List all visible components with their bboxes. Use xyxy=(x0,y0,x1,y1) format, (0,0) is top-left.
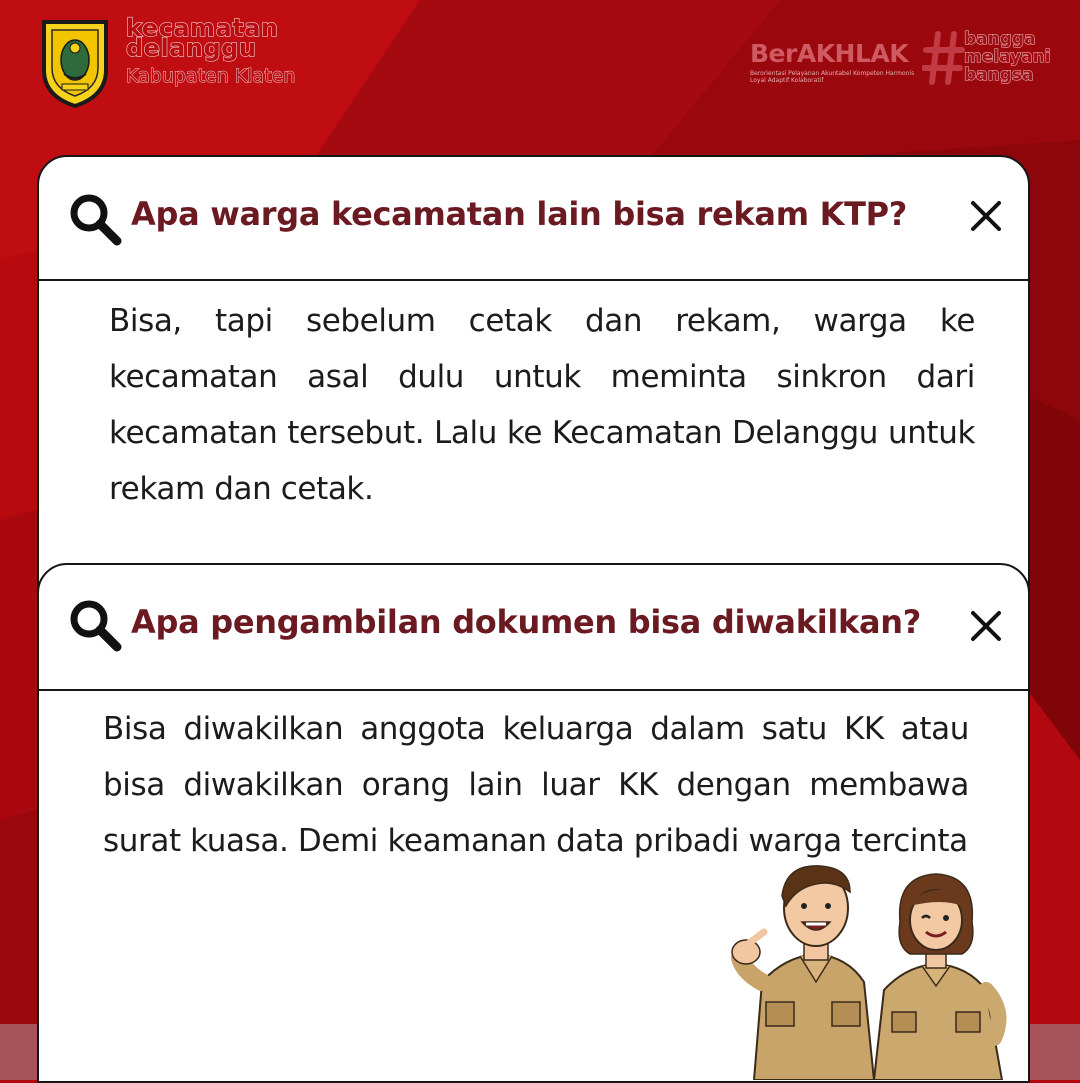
faq-answer: Bisa, tapi sebelum cetak dan rekam, warga ke kecamatan asal dulu untuk meminta sinkron dari kecamatan tersebut. Lalu ke Kecamatan Delanggu untuk rekam dan cetak. xyxy=(109,303,975,507)
faq-card-1 xyxy=(37,155,1030,625)
woman-figure xyxy=(874,874,1002,1080)
faq-question-row[interactable] xyxy=(39,565,1028,691)
brand-subtitle: Kabupaten Klaten xyxy=(126,65,296,87)
brand-line-1: kecamatan xyxy=(126,14,279,42)
bangga-line-2: melayani xyxy=(964,47,1051,67)
faq-answer: Bisa diwakilkan anggota keluarga dalam satu KK atau bisa diwakilkan orang lain luar KK dengan membawa surat kuasa. Demi keamanan data pribadi warga tercinta xyxy=(103,711,969,859)
faq-question-row[interactable] xyxy=(39,157,1028,281)
close-icon[interactable] xyxy=(969,609,1003,643)
close-icon[interactable] xyxy=(969,199,1003,233)
search-icon xyxy=(67,191,123,247)
civil-servants-illustration xyxy=(724,862,1024,1080)
berakhlak-word: BerAKHLAK xyxy=(750,39,909,68)
brand-block xyxy=(126,14,296,88)
faq-question: Apa warga kecamatan lain bisa rekam KTP? xyxy=(131,195,908,233)
berakhlak-logo xyxy=(750,40,920,84)
berakhlak-tagline: Berorientasi Pelayanan Akuntabel Kompeten Harmonis Loyal Adaptif Kolaboratif xyxy=(750,70,915,84)
search-icon xyxy=(67,597,123,653)
brand-line-2: delanggu xyxy=(126,34,257,62)
bangga-melayani-bangsa xyxy=(964,30,1051,84)
klaten-emblem-icon xyxy=(40,18,110,108)
hashtag-icon xyxy=(922,28,966,88)
bangga-line-1: bangga xyxy=(964,29,1036,49)
bangga-line-3: bangsa xyxy=(964,65,1034,85)
man-figure xyxy=(732,866,874,1080)
faq-question: Apa pengambilan dokumen bisa diwakilkan? xyxy=(131,603,922,641)
